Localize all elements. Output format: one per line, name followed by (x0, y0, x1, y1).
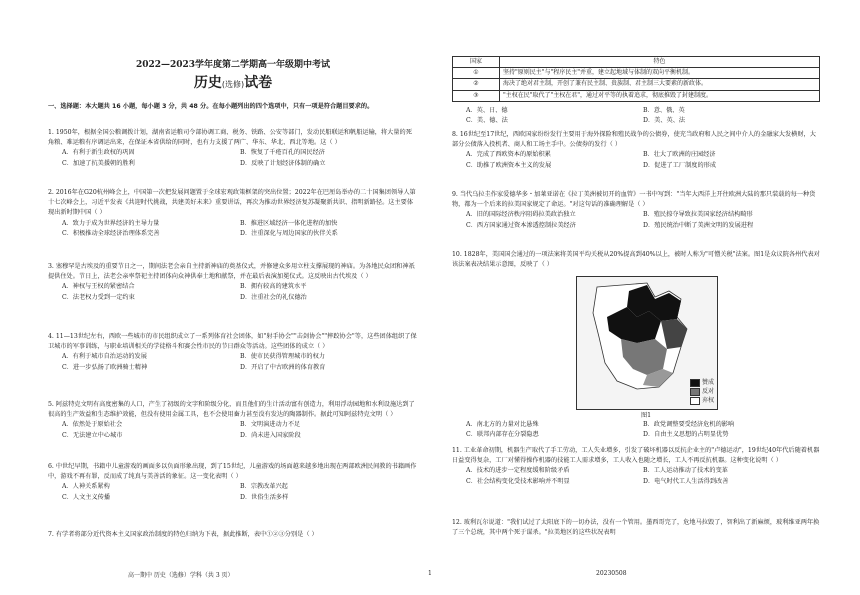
option-list (452, 466, 820, 486)
question-block (48, 188, 418, 239)
page-number: 1 (428, 570, 432, 577)
answer-option: D．注重社会的礼仪德治 (240, 293, 307, 301)
answer-option: A．完成了西欧资本的原始积累 (466, 151, 551, 159)
answer-option: D．世俗生活多样 (240, 493, 289, 501)
question-block (452, 446, 820, 487)
answer-option: C．积极推动全球经济治理体系完善 (62, 229, 160, 237)
answer-option: D．美、英、法 (643, 117, 686, 125)
legend-label: 弃权 (701, 397, 714, 404)
exam-title: 2022—2023学年度第二学期高一年级期中考试 (135, 60, 331, 70)
legend-item-approve (690, 378, 714, 387)
subject-note: (选修) (221, 80, 245, 89)
country-feature-table (452, 56, 820, 102)
question-stem: 5. 阿兹特克文明有高度密集的人口，产生了初级的文字和阶级分化，而且他们的生计活动富有创造力，利用浮动园地和水利设施达到了很高的生产效益和生态维护效能，但没有使用金属工具，也不会使用畜力甚至没有发达的陶器制作。据此可知阿兹特克文明（ ） (48, 401, 415, 419)
answer-option: B．宗教改革兴起 (240, 483, 288, 491)
question-block (452, 250, 820, 270)
answer-option: B．使市民获得管理城市的权力 (240, 353, 325, 361)
answer-option: C．加速了抗美援朝的胜利 (62, 159, 135, 167)
answer-option: C．进一步弘扬了欧洲骑士精神 (62, 363, 148, 371)
question-block (48, 128, 418, 169)
option-list (48, 482, 418, 502)
answer-option: C．联邦内部存在分裂隐患 (466, 431, 539, 439)
answer-option: C．美、德、法 (466, 117, 508, 125)
subject-suffix: 试卷 (244, 75, 273, 91)
table-cell: ① (453, 68, 500, 79)
table-header-cell: 国家 (453, 57, 500, 68)
question-stem: 6. 中世纪早期，书籍中儿童游戏的画面多以负面形象出现，到了15世纪，儿童游戏的场面越来越多地出现在两部欧洲民间教的书籍画作中，游戏不再有罪，反而成了纯真与美善活的象征。这一变化表明（ ） (48, 463, 417, 481)
answer-option: A．有利于城市自治运动的发展 (62, 353, 147, 361)
table-cell: 坚持"原则民主"与"程序民主"并重，建立起地域与体制的双向平衡机制。 (500, 68, 820, 79)
question-block (452, 420, 820, 440)
answer-option: D．开启了中古欧洲的体育教育 (240, 363, 326, 371)
answer-option: C．人文主义传播 (62, 493, 111, 501)
answer-option: A．旧的国际经济秩序阻碍拉美政治独立 (466, 211, 576, 219)
answer-option: D．反映了计划经济体制的确立 (240, 159, 326, 167)
answer-option: A．技术的进步一定程度缓和阶级矛盾 (466, 467, 570, 475)
us-vote-map (576, 276, 718, 410)
table-cell: 海决了绝对君主制，开创了兼有民主制、贵族制、君主制三大要素的新政体。 (500, 79, 820, 90)
answer-option: B．工人运动推动了技术的变革 (643, 467, 728, 475)
footer-date: 20230508 (596, 570, 627, 577)
option-list (48, 219, 418, 239)
footer-left: 高一期中 历史（选修）学科（共 3 页） (128, 572, 234, 579)
instructions: 一、选择题：本大题共 16 小题，每小题 3 分，共 48 分。在每小题列出的四个选项中，只有一项是符合题目要求的。 (48, 103, 374, 110)
answer-option: D．自由主义思想的占明显优势 (643, 431, 729, 439)
question-stem: 3. 塞穆罕是古埃及的重要节日之一，期间法老会亲自主持新神庙的奠基仪式，并修建众多用立柱支撑展现的神庙。为各地民众团和神祇提供住处。节日上，法老会亲率祭祀主持团体向众神供奉土地和献祭，并在最后表演加冕仪式。这反映出古代埃及（ ） (48, 263, 415, 281)
answer-option: D．注重深化与周边国家的伙伴关系 (240, 229, 338, 237)
answer-option: B．政党调整要受经济危机的影响 (643, 421, 735, 428)
answer-option: B．意、俄、英 (643, 107, 685, 114)
question-stem: 9. 当代乌拉圭作家爱德华多・加莱亚诺在《拉丁美洲被切开的血管》一书中写到："当年大西洋上开往欧洲大陆的那只装载的每一种货物，都为一个后来的拉美国家规定了命运。"对这句话的准确理解是（ ） (452, 191, 816, 209)
answer-option: B．恢复了千疮百孔的国民经济 (240, 149, 325, 157)
table-header-row (453, 57, 820, 68)
answer-option: B．壮大了欧洲的庄园经济 (643, 151, 716, 159)
question-block (452, 130, 820, 171)
option-list (48, 148, 418, 168)
answer-option: A．依然处于原始社会 (62, 421, 123, 429)
subject-title (48, 75, 418, 91)
legend-swatch (690, 397, 700, 405)
map-caption: 图1 (640, 412, 652, 419)
question-stem: 12. 玻利瓦尔说道："我们试过了太阳底下的一切办法，没有一个管用。墨西哥完了，危地马拉毁了，智利出了新麻烦，玻利维亚两年换了三个总统，其中两个死于谋杀。"拉美地区的这些状况表明 (452, 519, 820, 537)
answer-option: C．西方国家通过资本渗透控制拉美经济 (466, 221, 576, 229)
answer-option: D．电气时代工人生活得到改善 (643, 477, 729, 485)
question-block (48, 462, 418, 503)
legend-label: 赞成 (701, 379, 714, 386)
question-block (452, 106, 820, 126)
question-block (48, 530, 418, 540)
table-cell: ③ (453, 90, 500, 101)
option-list (48, 282, 418, 302)
question-block (48, 400, 418, 441)
answer-option: C．助推了欧洲资本主义的发展 (466, 161, 552, 169)
question-stem: 8. 16世纪至17世纪，西欧国家纷纷发行主要用于海外探险和殖民战争的公债券，使充当政府和人民之间中介人的金融家大发横财，大部分公债落入投机者、商人和工场主手中。公债券的发行（ ） (452, 131, 816, 149)
answer-option: B．文明演进动力不足 (240, 421, 301, 429)
answer-option: D．殖民统治中断了美洲文明的发展进程 (643, 221, 754, 229)
legend-swatch (690, 379, 700, 387)
answer-option: B．殖民掠夺导致拉美国家经济结构畸形 (643, 211, 753, 219)
table-cell: ② (453, 79, 500, 90)
subject-name: 历史 (193, 75, 222, 91)
answer-option: A．有利于新生政权的巩固 (62, 149, 135, 157)
table-header-cell: 特色 (500, 57, 820, 68)
legend-label: 反对 (701, 388, 714, 395)
answer-option: A．人神关系紧构 (62, 483, 110, 491)
question-block (452, 518, 820, 538)
question-stem: 4. 11—13世纪左右，西欧一些城市的市民组织成立了一系列体育社会团体，如"射手协会""击剑协会""摔跤协会"等，这些团体组织了保卫城市的军事训练，与职业培训相关的学徒格斗和赛会性市民的节日群众等活动。这些团体的成立（ ） (48, 333, 417, 351)
answer-option: B．推进区域经济一体化进程的加快 (240, 219, 338, 227)
answer-option: A．致力于成为世界经济的主导力量 (62, 219, 160, 227)
answer-option: A．南北方的力量对比悬殊 (466, 421, 539, 428)
legend-swatch (690, 388, 700, 396)
answer-option: C．法老权力受到一定约束 (62, 293, 135, 301)
option-list (452, 210, 820, 230)
legend-item-abstain (690, 396, 714, 405)
map-legend (690, 378, 714, 405)
question-block (48, 332, 418, 373)
option-list (48, 420, 418, 440)
answer-option: D．促进了工厂制度的形成 (643, 161, 717, 169)
question-stem: 2. 2016年在G20杭州峰会上，中国第一次把发展问题置于全球宏观政策框架的突出位置；2022年在巴厘岛举办的二十国集团领导人第十七次峰会上，习近平发表《共迎时代挑战，共建美好未来》重要讲话，再次为推动世界经济复苏凝聚新共识、指明新路径。这主要体现出新时期中国（ ） (48, 189, 416, 217)
option-list (452, 420, 820, 440)
question-block (48, 262, 418, 303)
table-cell: "主权在民"取代了"主权在君"，通过对平等的执着追求，彻底推毁了封建制度。 (500, 90, 820, 101)
answer-option: D．尚未进入国家阶段 (240, 431, 301, 439)
table-row (453, 79, 820, 90)
table-row (453, 90, 820, 101)
question-stem: 11. 工业革命初期，机器生产取代了手工劳动，工人失业增多，引发了破坏机器以反抗企业主的"卢德运动"，19世纪40年代后随着机器日益变得复杂，工厂对懂得操作机器的技能工人需求增多，工人收入也随之增长，工人不再反抗机器。这种变化说明（ ） (452, 447, 820, 465)
question-stem: 1. 1950年，根据全国公粮调拨计划，湖南省运粮司令部协调工商、税务、铁路、公安等部门，发动民船联运和帆船运输，将大量的死角粮、难运粮有序调运出来，在保证本省供给的同时，也有力支援了两广、华东、华北、西北等地。这（ ） (48, 129, 412, 147)
answer-option: A．英、日、德 (466, 107, 508, 114)
answer-option: C．无法建立中心城市 (62, 431, 123, 439)
answer-option: B．拥有较高的建筑水平 (240, 283, 307, 291)
answer-option: C．社会结构变化受技术影响并不明显 (466, 477, 570, 485)
question-stem: 7. 有学者将部分近代资本主义国家政治制度的特色归纳为下表，据此推断，表中①②③分别是（ ） (48, 531, 318, 538)
question-block (452, 190, 820, 231)
legend-item-oppose (690, 387, 714, 396)
table-row (453, 68, 820, 79)
question-stem: 10. 1828年，美国国会通过的一项法案将美国平均关税从20%提高到40%以上，被时人称为"可憎关税"法案。图1是众议院各州代表对该法案表决结果示意图，反映了（ ） (452, 251, 820, 269)
option-list (452, 106, 820, 126)
option-list (452, 150, 820, 170)
option-list (48, 352, 418, 372)
answer-option: A．神权与王权的紧密结合 (62, 283, 135, 291)
